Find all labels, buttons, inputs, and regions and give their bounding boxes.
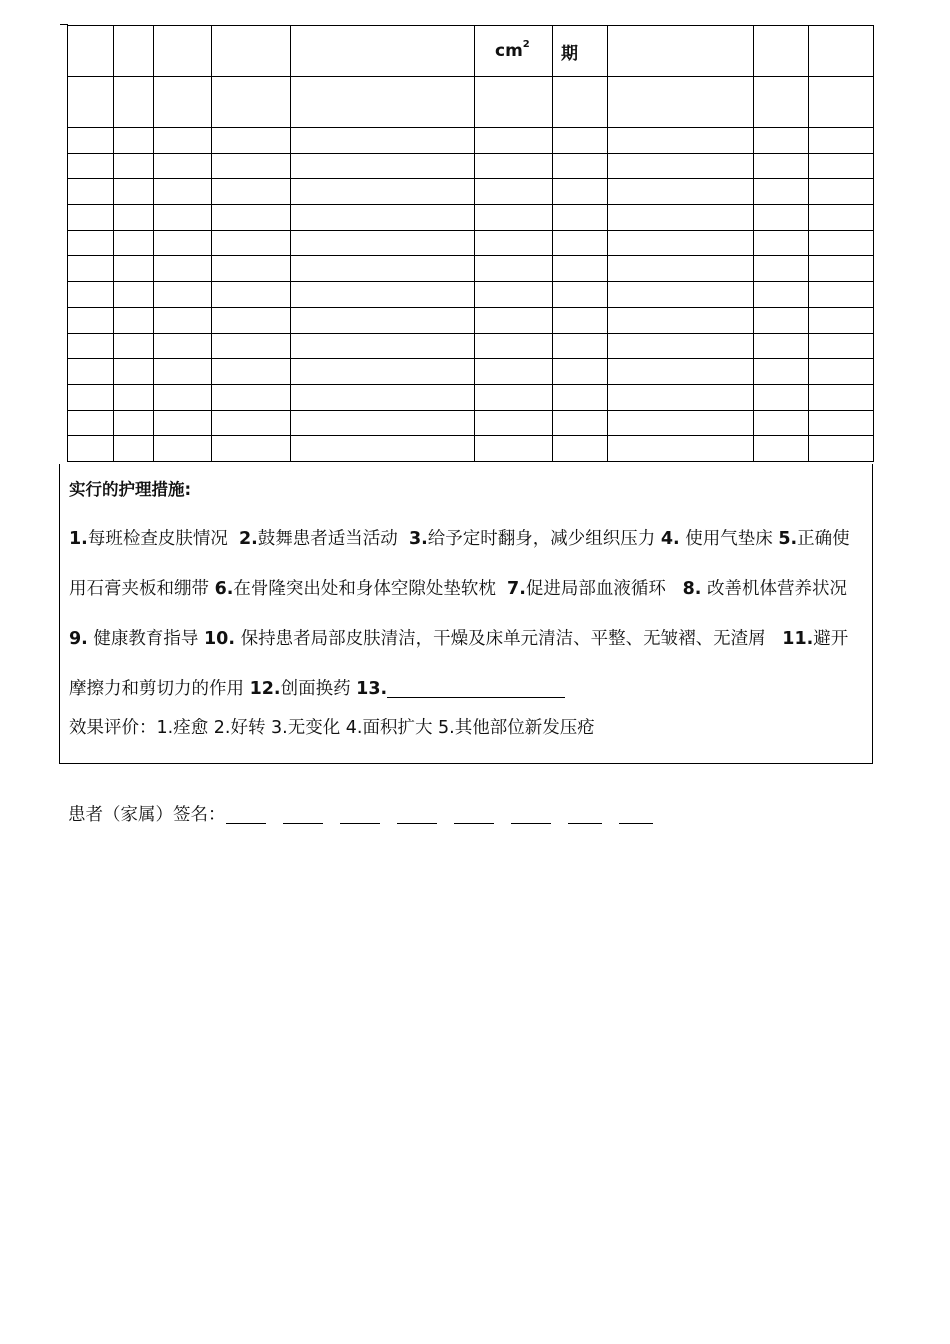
table-cell bbox=[154, 384, 212, 410]
table-cell bbox=[212, 153, 291, 179]
table-cell bbox=[754, 26, 809, 77]
table-cell bbox=[291, 410, 475, 436]
table-cell bbox=[809, 179, 874, 205]
table-cell bbox=[809, 333, 874, 359]
table-cell bbox=[68, 153, 114, 179]
table-cell bbox=[475, 359, 553, 385]
measure-text: 鼓舞患者适当活动 bbox=[257, 529, 398, 549]
table-cell bbox=[291, 256, 475, 282]
table-cell bbox=[291, 179, 475, 205]
table-cell bbox=[154, 282, 212, 308]
table-cell bbox=[809, 410, 874, 436]
signature-label: 患者（家属）签名： bbox=[68, 805, 226, 825]
table-cell bbox=[475, 230, 553, 256]
table-cell bbox=[154, 153, 212, 179]
table-cell bbox=[212, 26, 291, 77]
table-cell bbox=[754, 384, 809, 410]
table-cell bbox=[154, 359, 212, 385]
table-cell bbox=[291, 205, 475, 231]
table-cell bbox=[608, 128, 754, 154]
table-row bbox=[68, 307, 874, 333]
table-cell bbox=[212, 436, 291, 462]
signature-blank[interactable] bbox=[397, 805, 437, 824]
table-cell bbox=[114, 230, 154, 256]
measure-text: 每班检查皮肤情况 bbox=[87, 529, 228, 549]
area-unit: cm bbox=[495, 41, 523, 61]
table-cell bbox=[291, 307, 475, 333]
table-cell bbox=[114, 307, 154, 333]
table-cell bbox=[475, 282, 553, 308]
measure-number: 2. bbox=[238, 529, 258, 549]
table-cell bbox=[608, 256, 754, 282]
table-cell bbox=[608, 205, 754, 231]
table-cell bbox=[68, 128, 114, 154]
table-cell bbox=[291, 153, 475, 179]
table-cell bbox=[154, 307, 212, 333]
measure-text: 给予定时翻身，减少组织压力 bbox=[427, 529, 656, 549]
signature-blank[interactable] bbox=[454, 805, 494, 824]
table-cell bbox=[608, 436, 754, 462]
measure-text: 创面换药 bbox=[280, 679, 351, 699]
measure-number: 4. bbox=[660, 529, 680, 549]
table-cell bbox=[291, 359, 475, 385]
measure-number: 7. bbox=[507, 579, 526, 599]
table-cell bbox=[809, 230, 874, 256]
table-cell bbox=[212, 410, 291, 436]
table-cell bbox=[553, 205, 608, 231]
measure-text: 健康教育指导 bbox=[93, 629, 199, 649]
table-cell bbox=[608, 77, 754, 128]
table-cell bbox=[809, 256, 874, 282]
table-cell bbox=[754, 128, 809, 154]
table-cell bbox=[212, 205, 291, 231]
table-row bbox=[68, 436, 874, 462]
table-cell bbox=[754, 77, 809, 128]
table-cell bbox=[114, 128, 154, 154]
table-cell bbox=[291, 128, 475, 154]
table-row bbox=[68, 410, 874, 436]
table-cell bbox=[212, 128, 291, 154]
table-cell bbox=[608, 307, 754, 333]
measure-number: 3. bbox=[408, 529, 428, 549]
table-cell bbox=[68, 256, 114, 282]
table-cell bbox=[754, 307, 809, 333]
table-cell bbox=[553, 256, 608, 282]
table-cell bbox=[553, 410, 608, 436]
table-cell bbox=[608, 26, 754, 77]
table-cell bbox=[68, 26, 114, 77]
table-row bbox=[68, 333, 874, 359]
table-cell bbox=[553, 436, 608, 462]
table-cell bbox=[608, 179, 754, 205]
measure-number: 13. bbox=[356, 679, 388, 699]
table-cell bbox=[754, 230, 809, 256]
table-cell bbox=[754, 333, 809, 359]
table-cell bbox=[114, 359, 154, 385]
table-cell bbox=[291, 282, 475, 308]
table-cell bbox=[68, 230, 114, 256]
table-cell bbox=[809, 307, 874, 333]
table-cell bbox=[68, 307, 114, 333]
signature-blank[interactable] bbox=[568, 805, 602, 824]
table-cell bbox=[114, 153, 154, 179]
table-cell bbox=[553, 153, 608, 179]
table-cell bbox=[475, 77, 553, 128]
table-cell bbox=[475, 436, 553, 462]
table-cell bbox=[68, 179, 114, 205]
table-cell bbox=[114, 77, 154, 128]
table-cell bbox=[608, 282, 754, 308]
table-row bbox=[68, 128, 874, 154]
table-cell bbox=[809, 128, 874, 154]
table-cell bbox=[114, 26, 154, 77]
signature-blank[interactable] bbox=[340, 805, 380, 824]
table-cell bbox=[154, 436, 212, 462]
table-cell bbox=[608, 230, 754, 256]
table-cell bbox=[608, 359, 754, 385]
table-cell bbox=[754, 256, 809, 282]
table-cell bbox=[754, 282, 809, 308]
table-cell bbox=[608, 410, 754, 436]
table-cell bbox=[68, 384, 114, 410]
table-cell bbox=[114, 436, 154, 462]
table-row bbox=[68, 77, 874, 128]
table-cell bbox=[212, 384, 291, 410]
table-cell bbox=[291, 230, 475, 256]
signature-blank[interactable] bbox=[619, 805, 653, 824]
measure-text: 避开摩擦力和剪切力的作用 bbox=[69, 629, 849, 699]
table-cell bbox=[212, 77, 291, 128]
measure-text: 保持患者局部皮肤清洁，干燥及床单元清洁、平整、无皱褶、无渣屑 bbox=[240, 629, 766, 649]
table-cell bbox=[553, 384, 608, 410]
table-cell bbox=[809, 205, 874, 231]
measures-heading: 实行的护理措施: bbox=[69, 480, 192, 499]
table-cell bbox=[154, 205, 212, 231]
measure-number: 12. bbox=[249, 679, 281, 699]
table-cell bbox=[553, 307, 608, 333]
table-header-row bbox=[68, 26, 874, 77]
table-cell bbox=[809, 384, 874, 410]
table-cell bbox=[475, 128, 553, 154]
table-cell bbox=[68, 282, 114, 308]
table-row bbox=[68, 153, 874, 179]
area-unit-cell bbox=[475, 26, 553, 77]
table-cell bbox=[809, 26, 874, 77]
table-cell bbox=[475, 256, 553, 282]
table-row bbox=[68, 205, 874, 231]
table-cell bbox=[475, 153, 553, 179]
signature-line bbox=[68, 803, 670, 827]
effect-evaluation: 效果评价：1.痊愈 2.好转 3.无变化 4.面积扩大 5.其他部位新发压疮 bbox=[69, 718, 595, 738]
table-cell bbox=[475, 384, 553, 410]
measures-list bbox=[69, 514, 864, 714]
table-cell bbox=[154, 26, 212, 77]
table-cell bbox=[475, 307, 553, 333]
table-cell bbox=[809, 359, 874, 385]
table-cell bbox=[754, 153, 809, 179]
table-cell bbox=[291, 77, 475, 128]
table-cell bbox=[754, 205, 809, 231]
measure-blank-line[interactable] bbox=[387, 679, 565, 698]
table-cell bbox=[212, 230, 291, 256]
table-cell bbox=[291, 333, 475, 359]
table-cell bbox=[154, 410, 212, 436]
table-row bbox=[68, 282, 874, 308]
table-cell bbox=[809, 153, 874, 179]
table-cell bbox=[475, 410, 553, 436]
measure-number: 1. bbox=[69, 529, 88, 549]
table-cell bbox=[68, 333, 114, 359]
table-row bbox=[68, 384, 874, 410]
table-cell bbox=[291, 436, 475, 462]
table-cell bbox=[608, 384, 754, 410]
table-cell bbox=[754, 410, 809, 436]
signature-blank[interactable] bbox=[226, 805, 266, 824]
table-cell bbox=[114, 205, 154, 231]
table-row bbox=[68, 179, 874, 205]
table-cell bbox=[553, 333, 608, 359]
table-cell bbox=[154, 230, 212, 256]
table-cell bbox=[291, 26, 475, 77]
table-cell bbox=[754, 359, 809, 385]
measure-number: 5. bbox=[778, 529, 798, 549]
table-cell bbox=[475, 333, 553, 359]
table-cell bbox=[114, 256, 154, 282]
table-cell bbox=[475, 205, 553, 231]
signature-blank[interactable] bbox=[283, 805, 323, 824]
table-cell bbox=[553, 179, 608, 205]
table-cell bbox=[475, 179, 553, 205]
table-cell bbox=[114, 410, 154, 436]
stage-label: 期 bbox=[561, 43, 578, 64]
area-unit-superscript: 2 bbox=[522, 39, 530, 50]
measure-text: 促进局部血液循环 bbox=[525, 579, 666, 599]
table-row bbox=[68, 359, 874, 385]
table-cell bbox=[291, 384, 475, 410]
table-cell bbox=[114, 333, 154, 359]
table-cell bbox=[809, 77, 874, 128]
measure-number: 10. bbox=[203, 629, 235, 649]
table-cell bbox=[68, 410, 114, 436]
table-cell bbox=[212, 359, 291, 385]
table-cell bbox=[154, 333, 212, 359]
table-cell bbox=[754, 436, 809, 462]
measure-number: 11. bbox=[782, 629, 814, 649]
table-cell bbox=[608, 333, 754, 359]
table-cell bbox=[68, 205, 114, 231]
table-cell bbox=[553, 128, 608, 154]
table-cell bbox=[553, 359, 608, 385]
measure-text: 正确使用石膏夹板和绷带 bbox=[69, 529, 850, 599]
table-cell bbox=[212, 282, 291, 308]
table-cell bbox=[114, 384, 154, 410]
table-cell bbox=[553, 282, 608, 308]
measure-text: 在骨隆突出处和身体空隙处垫软枕 bbox=[233, 579, 496, 599]
table-cell bbox=[68, 77, 114, 128]
table-cell bbox=[154, 77, 212, 128]
table-cell bbox=[553, 77, 608, 128]
stage-cell bbox=[553, 26, 608, 77]
table-cell bbox=[212, 307, 291, 333]
table-cell bbox=[114, 282, 154, 308]
table-cell bbox=[114, 179, 154, 205]
table-cell bbox=[154, 128, 212, 154]
measure-number: 6. bbox=[214, 579, 234, 599]
table-cell bbox=[754, 179, 809, 205]
nursing-measures-box bbox=[59, 464, 873, 764]
table-cell bbox=[809, 436, 874, 462]
table-cell bbox=[68, 359, 114, 385]
table-cell bbox=[809, 282, 874, 308]
table-cell bbox=[212, 256, 291, 282]
measure-number: 8. bbox=[682, 579, 702, 599]
table-cell bbox=[212, 179, 291, 205]
table-row bbox=[68, 256, 874, 282]
measure-number: 9. bbox=[69, 629, 88, 649]
table-row bbox=[68, 230, 874, 256]
pressure-sore-record-table bbox=[67, 25, 874, 462]
table-cell bbox=[154, 179, 212, 205]
table-cell bbox=[68, 436, 114, 462]
signature-blank[interactable] bbox=[511, 805, 551, 824]
table-cell bbox=[212, 333, 291, 359]
table-cell bbox=[553, 230, 608, 256]
table-cell bbox=[608, 153, 754, 179]
measure-text: 使用气垫床 bbox=[685, 529, 773, 549]
table-cell bbox=[154, 256, 212, 282]
measure-text: 改善机体营养状况 bbox=[706, 579, 847, 599]
